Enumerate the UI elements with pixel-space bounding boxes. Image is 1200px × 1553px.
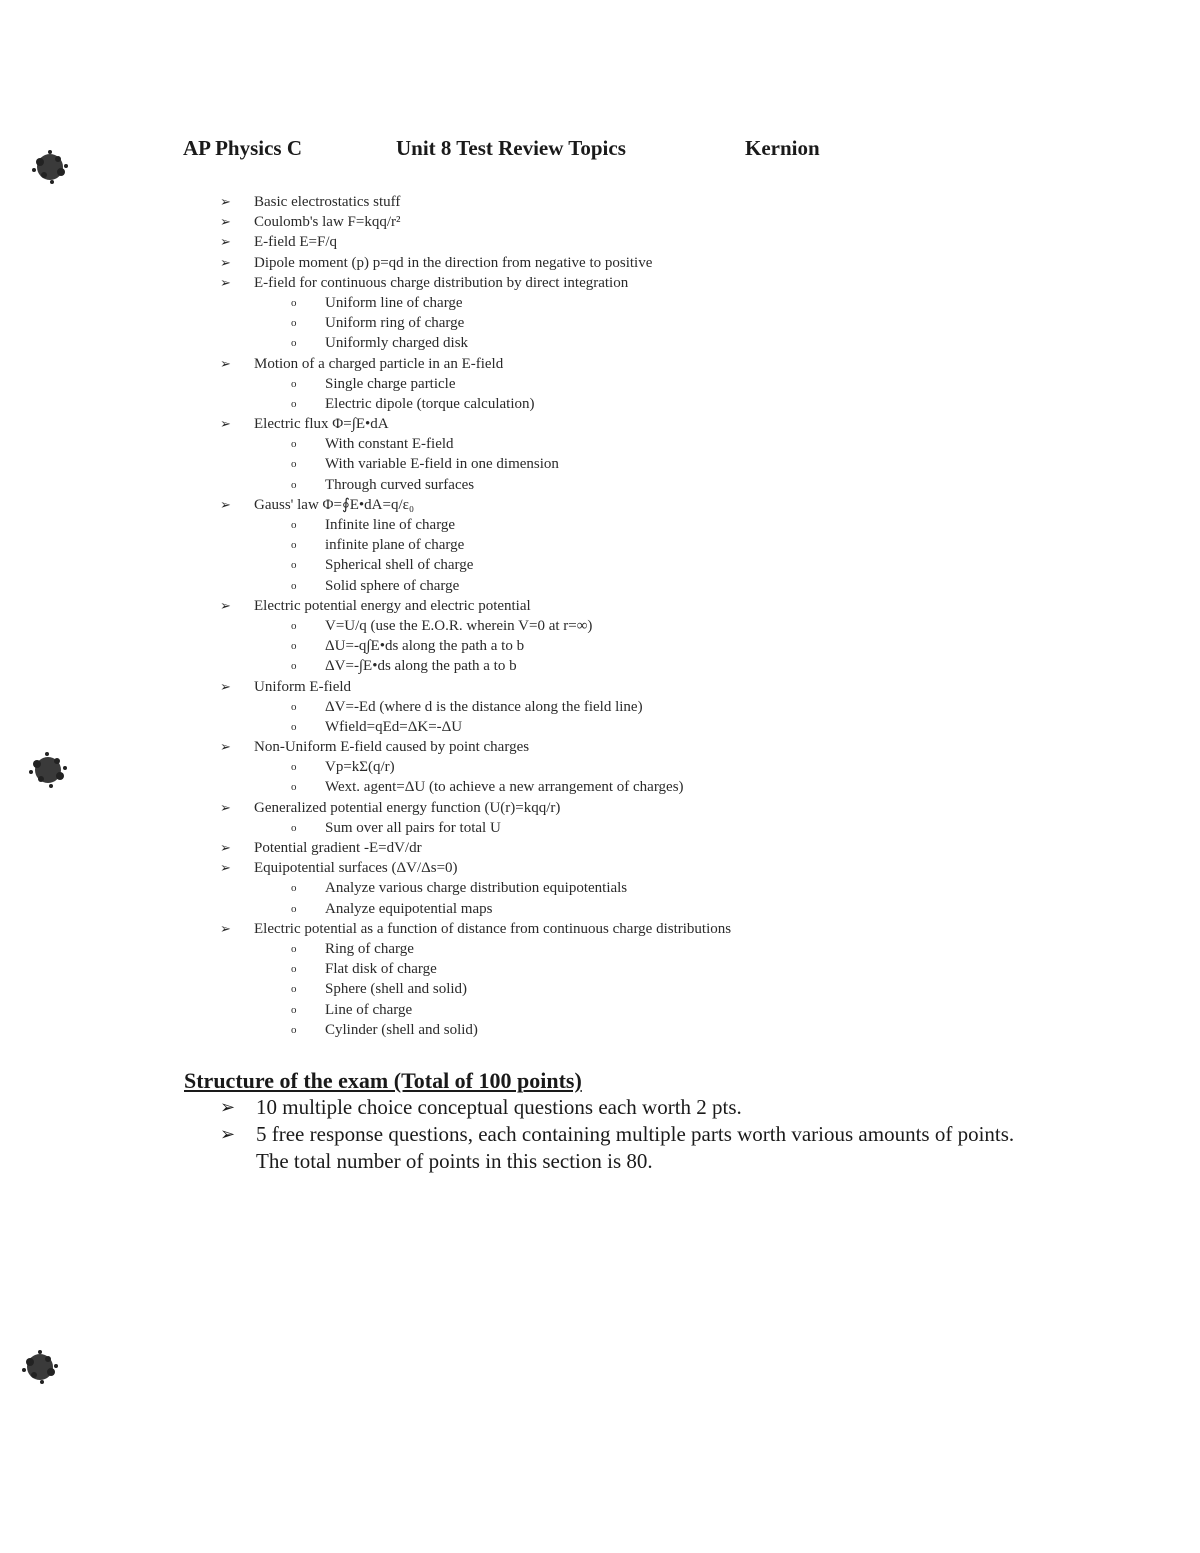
- course-name: AP Physics C: [183, 136, 303, 160]
- topic-text: Uniform E-field: [254, 678, 352, 695]
- circle-bullet-icon: o: [291, 337, 297, 350]
- subtopic-item: [0, 1000, 1200, 1020]
- arrow-bullet-icon: ➢: [220, 1124, 236, 1144]
- circle-bullet-icon: o: [291, 539, 297, 552]
- topic-text: Vp=kΣ(q/r): [325, 759, 395, 776]
- circle-bullet-icon: o: [291, 1023, 297, 1036]
- circle-bullet-icon: o: [291, 519, 297, 531]
- arrow-bullet-icon: ➢: [220, 355, 231, 371]
- circle-bullet-icon: o: [291, 619, 297, 632]
- topic-item: [0, 919, 1200, 939]
- subtopic-item: [0, 515, 1200, 535]
- subtopic-item: [0, 475, 1200, 495]
- topic-text: Electric dipole (torque calculation): [325, 395, 535, 412]
- circle-bullet-icon: o: [291, 458, 297, 471]
- punch-hole-mark: [22, 142, 78, 192]
- exam-item: [0, 1094, 1200, 1121]
- topic-text: Solid sphere of charge: [325, 577, 460, 594]
- topic-text: Electric potential energy and electric potential: [254, 597, 531, 614]
- subtopic-item: [0, 717, 1200, 737]
- topic-item: [0, 232, 1200, 252]
- topic-item: [0, 192, 1200, 212]
- topic-text: With constant E-field: [325, 436, 454, 453]
- topic-text: ΔU=-q∫E•ds along the path a to b: [325, 638, 525, 655]
- arrow-bullet-icon: ➢: [220, 799, 231, 815]
- exam-item: [0, 1121, 1200, 1175]
- topic-text: Dipole moment (p) p=qd in the direction from negative to positive: [254, 254, 653, 271]
- topic-text: V=U/q (use the E.O.R. wherein V=0 at r=∞): [325, 617, 593, 634]
- exam-structure-title: Structure of the exam (Total of 100 points): [184, 1068, 582, 1093]
- subtopic-item: [0, 899, 1200, 919]
- subtopic-item: [0, 535, 1200, 555]
- exam-item-text: 5 free response questions, each containing multiple parts worth various amounts of points. The total number of points in this section is 80.: [256, 1122, 1015, 1173]
- topic-text: With variable E-field in one dimension: [325, 456, 559, 473]
- circle-bullet-icon: o: [291, 942, 297, 955]
- topic-text: Through curved surfaces: [325, 476, 475, 493]
- circle-bullet-icon: o: [291, 438, 297, 451]
- arrow-bullet-icon: ➢: [220, 254, 231, 270]
- topic-text: Non-Uniform E-field caused by point charges: [254, 739, 530, 756]
- topic-item: [0, 253, 1200, 273]
- topic-item: [0, 273, 1200, 293]
- circle-bullet-icon: o: [291, 478, 297, 491]
- topic-item: [0, 737, 1200, 757]
- subtopic-item: [0, 878, 1200, 898]
- subtopic-item: [0, 959, 1200, 979]
- topic-text: Line of charge: [325, 1001, 413, 1018]
- arrow-bullet-icon: ➢: [220, 860, 231, 876]
- circle-bullet-icon: o: [291, 660, 297, 673]
- topic-item: [0, 354, 1200, 374]
- topic-text: Flat disk of charge: [325, 961, 437, 978]
- arrow-bullet-icon: ➢: [220, 214, 231, 230]
- subtopic-item: [0, 454, 1200, 474]
- topic-list: [0, 192, 1200, 1040]
- topic-text: Electric flux Φ=∫E•dA: [254, 416, 389, 433]
- arrow-bullet-icon: ➢: [220, 194, 231, 209]
- topic-item: [0, 495, 1200, 515]
- circle-bullet-icon: o: [291, 963, 297, 976]
- subtopic-item: [0, 818, 1200, 838]
- topic-text: infinite plane of charge: [325, 537, 465, 554]
- teacher-name: Kernion: [745, 136, 820, 160]
- topic-item: [0, 596, 1200, 616]
- subtopic-item: [0, 394, 1200, 414]
- topic-text: ΔV=-Ed (where d is the distance along the field line): [325, 698, 643, 715]
- subtopic-item: [0, 313, 1200, 333]
- subtopic-item: [0, 576, 1200, 596]
- topic-text: ΔV=-∫E•ds along the path a to b: [325, 658, 517, 675]
- subtopic-item: [0, 555, 1200, 575]
- exam-structure-list: [0, 1094, 1200, 1175]
- topic-item: [0, 858, 1200, 878]
- topic-text: Potential gradient -E=dV/dr: [254, 840, 422, 856]
- arrow-bullet-icon: ➢: [220, 840, 231, 855]
- subtopic-item: [0, 757, 1200, 777]
- arrow-bullet-icon: ➢: [220, 274, 231, 290]
- subtopic-item: [0, 616, 1200, 636]
- topic-text: Analyze equipotential maps: [325, 900, 493, 917]
- subtopic-item: [0, 333, 1200, 353]
- subtopic-item: [0, 697, 1200, 717]
- topic-text: Wfield=qEd=ΔK=-ΔU: [325, 718, 463, 735]
- topic-text: Analyze various charge distribution equipotentials: [325, 880, 628, 897]
- topic-text: Sum over all pairs for total U: [325, 819, 501, 836]
- circle-bullet-icon: o: [291, 821, 297, 834]
- topic-text: Motion of a charged particle in an E-field: [254, 355, 504, 372]
- topic-item: [0, 212, 1200, 232]
- subtopic-item: [0, 656, 1200, 676]
- topic-item: [0, 838, 1200, 858]
- circle-bullet-icon: o: [291, 1003, 297, 1016]
- arrow-bullet-icon: ➢: [220, 234, 231, 250]
- topic-text: Ring of charge: [325, 940, 414, 957]
- circle-bullet-icon: o: [291, 559, 297, 572]
- subtopic-item: [0, 374, 1200, 394]
- topic-text: Uniformly charged disk: [325, 335, 469, 352]
- punch-hole-mark: [12, 1342, 68, 1392]
- circle-bullet-icon: o: [291, 781, 297, 794]
- topic-item: [0, 414, 1200, 434]
- topic-text: Coulomb's law F=kqq/r²: [254, 214, 401, 231]
- topic-text: Electric potential as a function of distance from continuous charge distributions: [254, 920, 732, 937]
- topic-item: [0, 677, 1200, 697]
- arrow-bullet-icon: ➢: [220, 739, 231, 755]
- topic-text: E-field E=F/q: [254, 234, 338, 251]
- topic-text: Gauss' law Φ=∮E•dA=q/ε₀: [254, 496, 415, 513]
- arrow-bullet-icon: ➢: [220, 597, 231, 613]
- arrow-bullet-icon: ➢: [220, 416, 231, 432]
- topic-text: Cylinder (shell and solid): [325, 1021, 478, 1038]
- circle-bullet-icon: o: [291, 700, 297, 713]
- topic-text: Single charge particle: [325, 375, 456, 392]
- circle-bullet-icon: o: [291, 579, 297, 592]
- arrow-bullet-icon: ➢: [220, 678, 231, 694]
- circle-bullet-icon: o: [291, 397, 297, 410]
- topic-text: Uniform line of charge: [325, 294, 463, 311]
- circle-bullet-icon: o: [291, 377, 297, 390]
- subtopic-item: [0, 939, 1200, 959]
- circle-bullet-icon: o: [291, 720, 297, 733]
- subtopic-item: [0, 979, 1200, 999]
- circle-bullet-icon: o: [291, 902, 297, 915]
- arrow-bullet-icon: ➢: [220, 496, 231, 512]
- topic-text: Sphere (shell and solid): [325, 981, 468, 998]
- subtopic-item: [0, 434, 1200, 454]
- exam-item-text: 10 multiple choice conceptual questions each worth 2 pts.: [256, 1095, 742, 1119]
- topic-text: E-field for continuous charge distribution by direct integration: [254, 274, 629, 291]
- circle-bullet-icon: o: [291, 317, 297, 330]
- subtopic-item: [0, 777, 1200, 797]
- subtopic-item: [0, 636, 1200, 656]
- page-title: Unit 8 Test Review Topics: [396, 136, 626, 160]
- topic-text: Uniform ring of charge: [325, 315, 465, 332]
- topic-text: Infinite line of charge: [325, 517, 456, 533]
- subtopic-item: [0, 1020, 1200, 1040]
- circle-bullet-icon: o: [291, 640, 297, 653]
- arrow-bullet-icon: ➢: [220, 920, 231, 936]
- circle-bullet-icon: o: [291, 296, 297, 309]
- subtopic-item: [0, 293, 1200, 313]
- topic-text: Generalized potential energy function (U(r)=kqq/r): [254, 799, 561, 816]
- circle-bullet-icon: o: [291, 761, 297, 774]
- topic-item: [0, 798, 1200, 818]
- topic-text: Spherical shell of charge: [325, 557, 474, 574]
- arrow-bullet-icon: ➢: [220, 1097, 236, 1117]
- topic-text: Equipotential surfaces (ΔV/Δs=0): [254, 860, 458, 877]
- page-header: [183, 136, 843, 166]
- topic-text: Basic electrostatics stuff: [254, 194, 401, 210]
- topic-text: Wext. agent=ΔU (to achieve a new arrangement of charges): [325, 779, 684, 796]
- circle-bullet-icon: o: [291, 983, 297, 996]
- circle-bullet-icon: o: [291, 882, 297, 895]
